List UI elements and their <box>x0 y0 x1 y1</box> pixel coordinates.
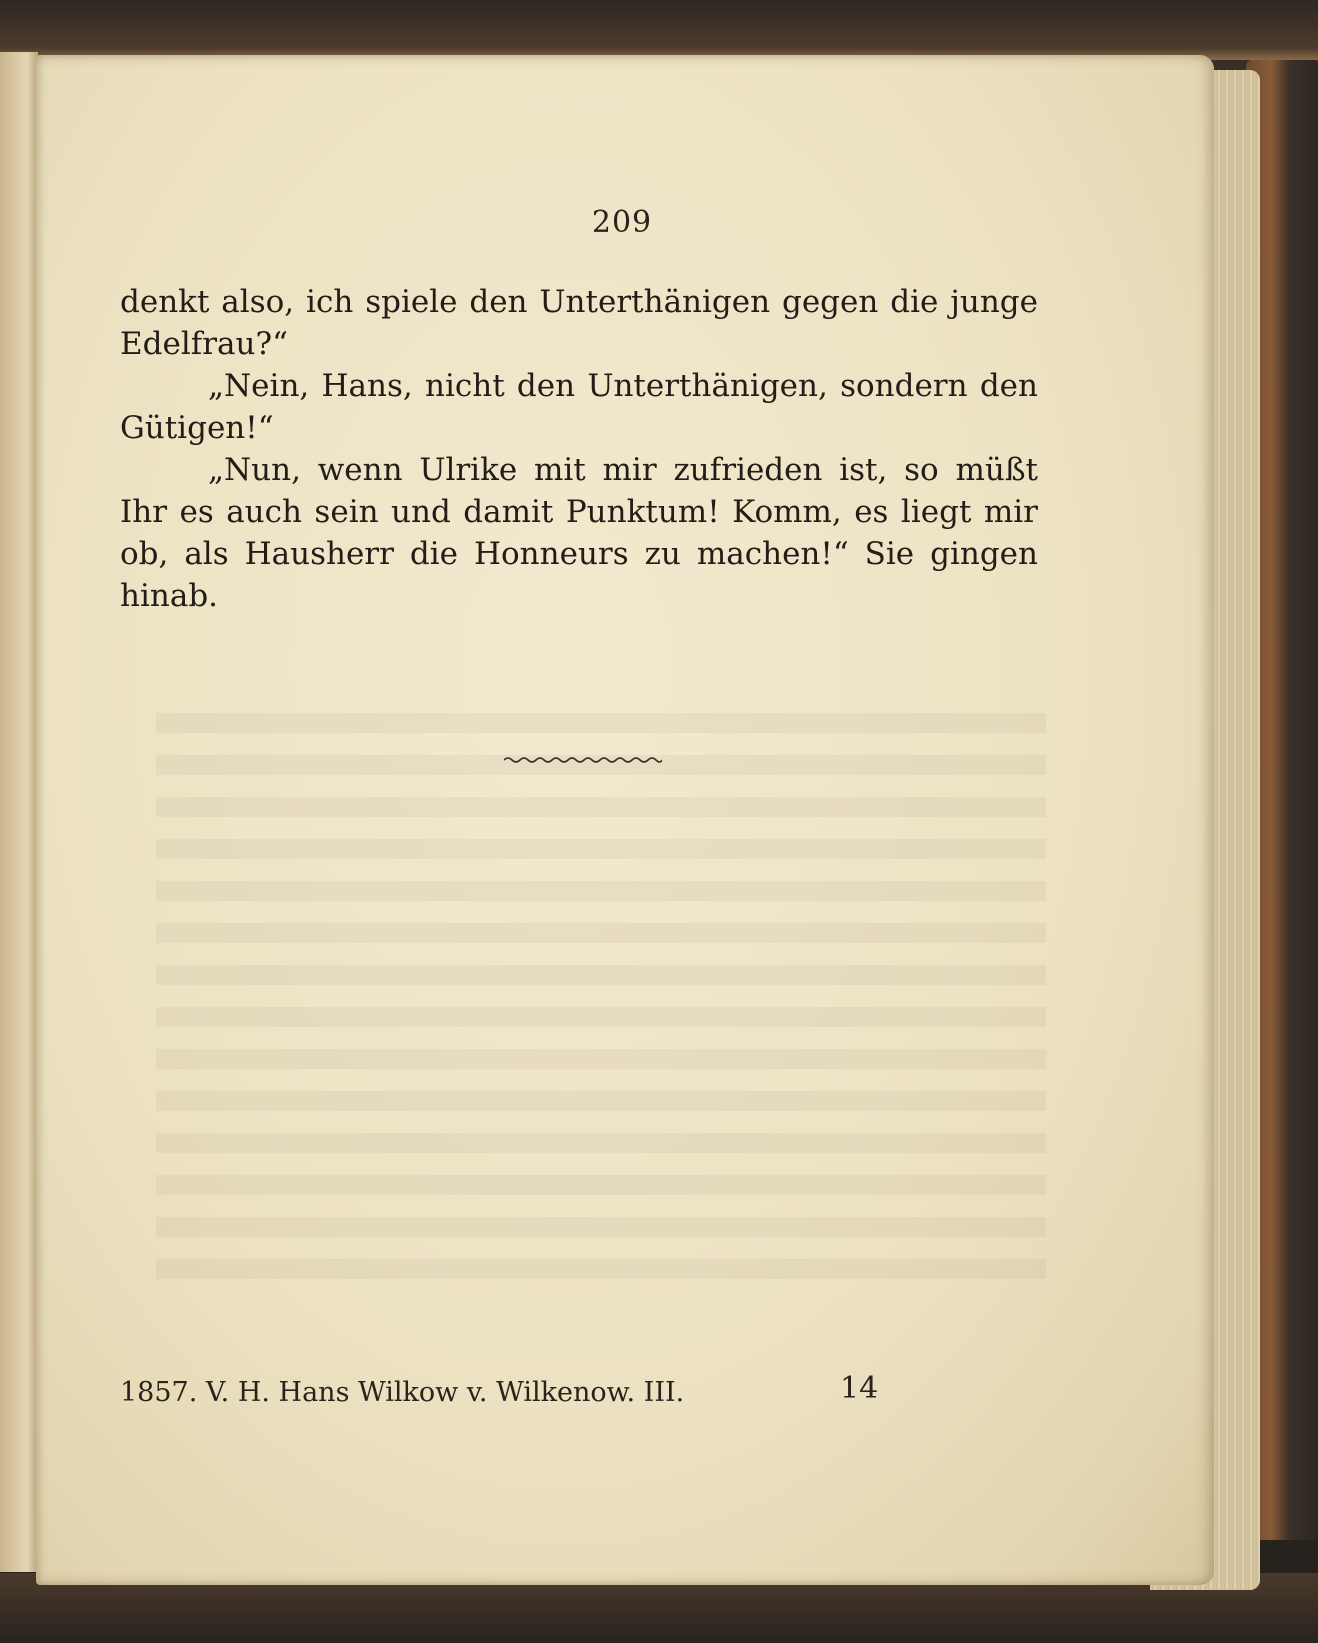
paragraph-1: denkt also, ich spiele den Unterthänigen gegen die junge Edelfrau?“ <box>120 284 1038 362</box>
footer <box>120 1371 879 1408</box>
body-text <box>120 281 1038 617</box>
paragraph-2: „Nein, Hans, nicht den Unterthänigen, sondern den Gütigen!“ <box>120 368 1038 446</box>
imprint-line: 1857. V. H. Hans Wilkow v. Wilkenow. III. <box>120 1377 685 1408</box>
cover-top-edge <box>0 0 1318 60</box>
wavy-divider <box>504 755 662 765</box>
book-page <box>36 55 1214 1585</box>
left-page-edge <box>0 52 38 1572</box>
page-number: 209 <box>591 205 653 240</box>
signature-mark: 14 <box>840 1371 879 1406</box>
paragraph-3: „Nun, wenn Ulrike mit mir zufrieden ist, so müßt Ihr es auch sein und damit Punktum! Komm, es liegt mir ob, als Hausherr die Honneurs zu machen!“ Sie gingen hinab. <box>120 452 1038 614</box>
show-through-text <box>156 695 1046 1295</box>
